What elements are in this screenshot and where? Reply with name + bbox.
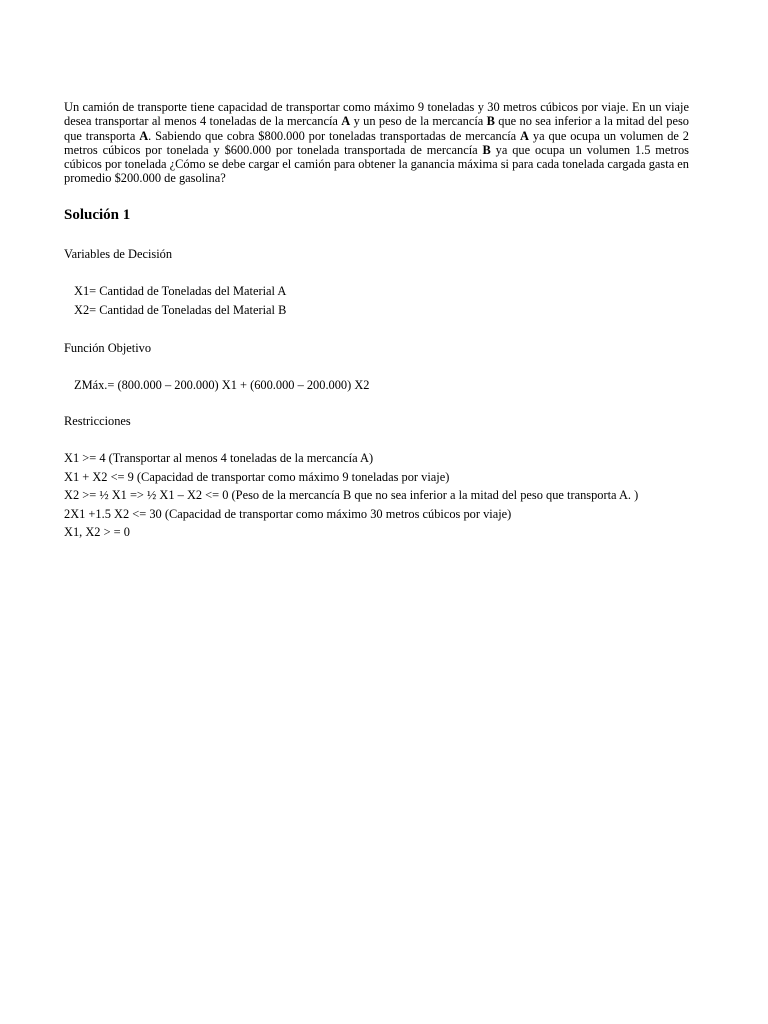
solution-heading: Solución 1 [64, 207, 131, 223]
problem-text-3: que no sea inferior a la mitad del peso que transporta [64, 114, 689, 143]
problem-text-2: y un peso de la mercancía [350, 114, 487, 129]
variable-x2: X2= Cantidad de Toneladas del Material B [74, 303, 287, 317]
problem-bold-a-2: A [139, 128, 149, 143]
constraint-4: 2X1 +1.5 X2 <= 30 (Capacidad de transportar como máximo 30 metros cúbicos por viaje) [64, 507, 512, 521]
problem-text-5: ya que ocupa un volumen de 2 metros cúbicos por tonelada y $600.000 por tonelada transportada de mercancía [64, 128, 689, 157]
constraint-1: X1 >= 4 (Transportar al menos 4 toneladas de la mercancía A) [64, 451, 374, 465]
constraint-3: X2 >= ½ X1 => ½ X1 – X2 <= 0 (Peso de la mercancía B que no sea inferior a la mitad del peso que transporta A. ) [64, 488, 639, 502]
objective-title: Función Objetivo [64, 341, 152, 355]
problem-bold-a-3: A [520, 128, 529, 143]
problem-text-4: . Sabiendo que cobra $800.000 por toneladas transportadas de mercancía [148, 128, 521, 143]
constraints-title: Restricciones [64, 414, 131, 428]
constraint-2: X1 + X2 <= 9 (Capacidad de transportar como máximo 9 toneladas por viaje) [64, 470, 450, 484]
document-page [64, 100, 689, 539]
problem-statement [64, 100, 689, 186]
problem-text-1: Un camión de transporte tiene capacidad de transportar como máximo 9 toneladas y 30 metros cúbicos por viaje. En un viaje desea transportar al menos 4 toneladas de la mercancía [64, 100, 689, 129]
problem-bold-b-2: B [482, 142, 491, 157]
variable-x1: X1= Cantidad de Toneladas del Material A [74, 284, 287, 298]
constraint-5: X1, X2 > = 0 [64, 525, 130, 539]
problem-text-6: ya que ocupa un volumen 1.5 metros cúbicos por tonelada ¿Cómo se debe cargar el camión para obtener la ganancia máxima si para cada tonelada cargada gasta en promedio $200.000 de gasolina? [64, 142, 689, 186]
objective-function: ZMáx.= (800.000 – 200.000) X1 + (600.000 – 200.000) X2 [74, 378, 370, 392]
variables-title: Variables de Decisión [64, 247, 173, 261]
problem-bold-b-1: B [486, 114, 495, 129]
problem-bold-a-1: A [341, 114, 351, 129]
